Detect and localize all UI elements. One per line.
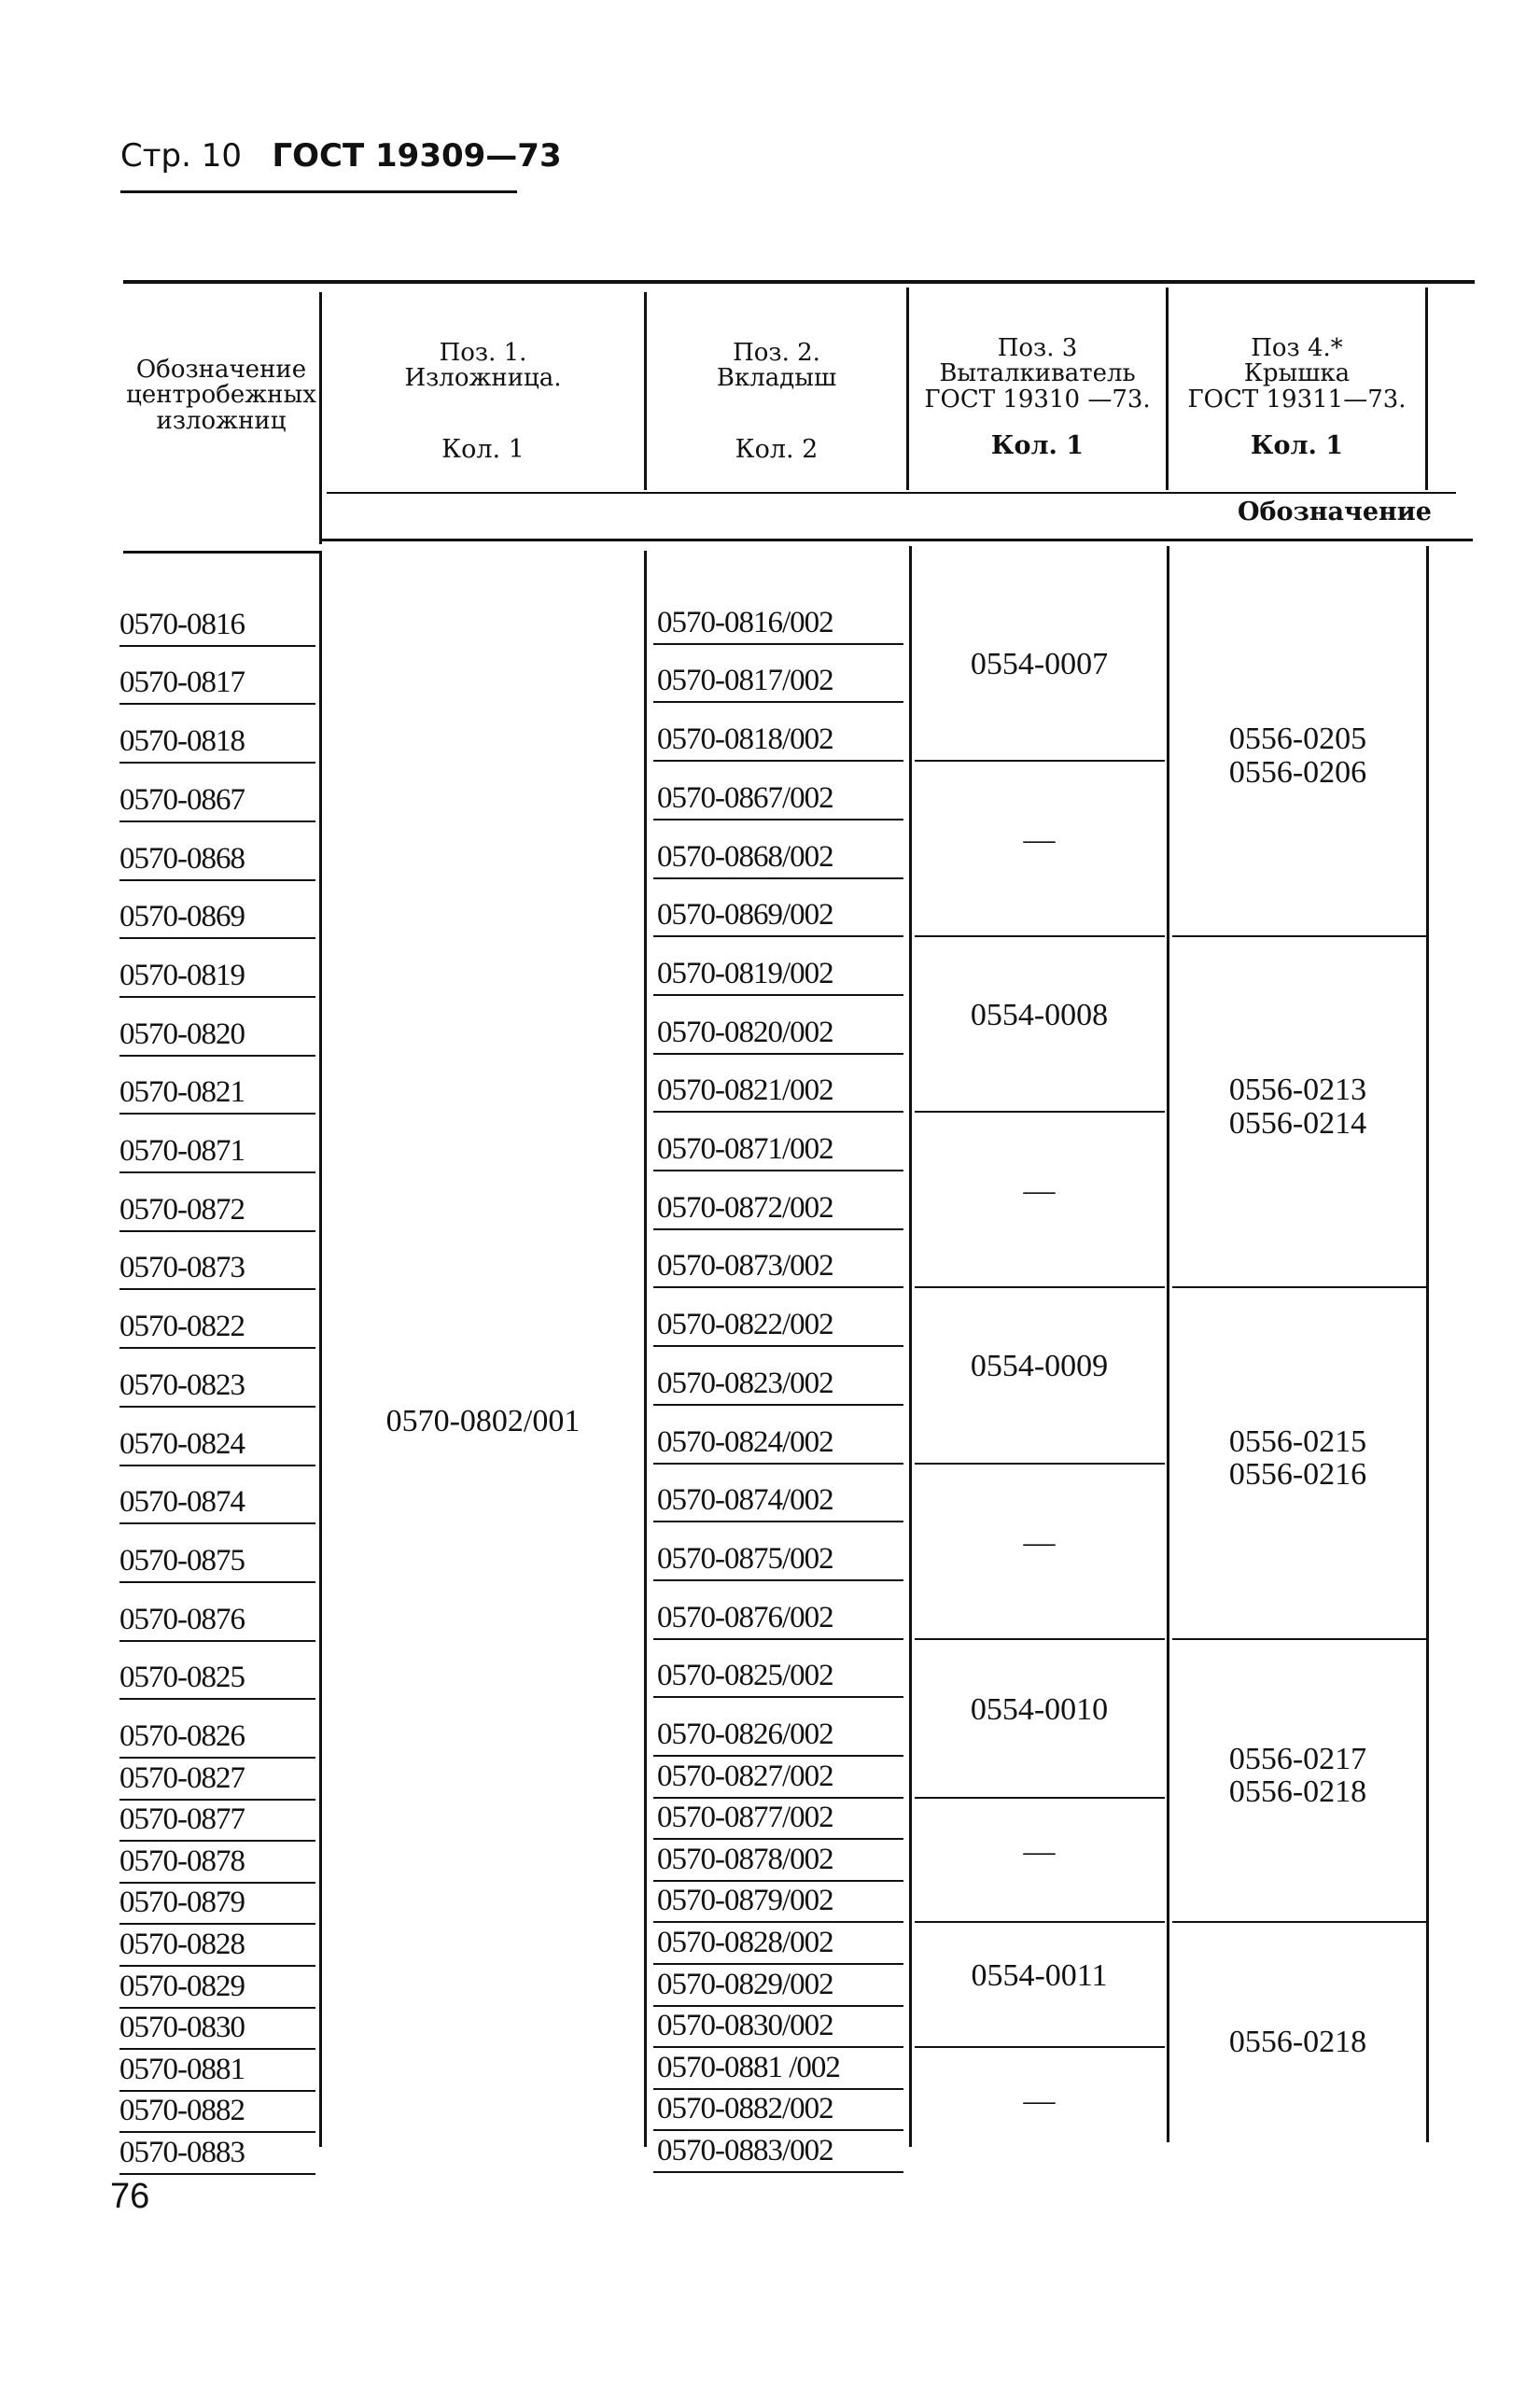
row-insert: 0570-0821/002 [657, 1073, 833, 1108]
row-insert-rule [653, 1170, 903, 1171]
vline-body-1 [319, 551, 322, 2147]
row-code: 0570-0877 [119, 1802, 245, 1837]
row-code: 0570-0818 [119, 724, 245, 759]
row-code-rule [119, 820, 315, 822]
row-code-rule [119, 2090, 315, 2092]
row-insert: 0570-0822/002 [657, 1308, 833, 1342]
row-code-rule [119, 1698, 315, 1700]
qty-col5: Кол. 1 [1250, 431, 1344, 460]
ejector-value: 0554-0008 [970, 998, 1109, 1033]
page-number: 76 [110, 2177, 150, 2216]
row-insert: 0570-0818/002 [657, 722, 833, 757]
row-code: 0570-0878 [119, 1844, 245, 1878]
vline-body-3 [909, 546, 912, 2147]
row-code-rule [119, 645, 315, 647]
ejector-group-rule [915, 935, 1165, 937]
row-insert-rule [653, 2171, 903, 2173]
page-label: Стр. 10 [120, 137, 243, 175]
row-code-rule [119, 1522, 315, 1524]
row-insert-rule [653, 1053, 903, 1055]
table-top-rule [123, 280, 1475, 284]
row-code-rule [119, 1406, 315, 1408]
row-insert: 0570-0878/002 [657, 1842, 833, 1876]
row-insert-rule [653, 1838, 903, 1840]
row-code-rule [119, 1840, 315, 1842]
lid-code: 0556-0206 [1228, 754, 1367, 790]
row-code-rule [119, 1347, 315, 1349]
qty-col4: Кол. 1 [990, 431, 1085, 460]
row-code-rule [119, 762, 315, 764]
row-insert: 0570-0828/002 [657, 1926, 833, 1959]
lid-value [1169, 722, 1426, 789]
row-insert: 0570-0873/002 [657, 1249, 833, 1283]
row-insert: 0570-0872/002 [657, 1190, 833, 1225]
ejector-value: 0554-0011 [971, 1958, 1108, 1994]
lid-code: 0556-0215 [1228, 1423, 1367, 1459]
row-insert: 0570-0823/002 [657, 1366, 833, 1400]
row-insert-rule [653, 1755, 903, 1757]
row-code-rule [119, 2048, 315, 2050]
lid-code: 0556-0216 [1228, 1457, 1367, 1493]
row-insert: 0570-0877/002 [657, 1801, 833, 1835]
row-insert: 0570-0876/002 [657, 1600, 833, 1634]
row-insert-rule [653, 877, 903, 879]
row-insert-rule [653, 1696, 903, 1698]
row-insert-rule [653, 701, 903, 703]
col3-header: Поз. 2. Вкладыш [716, 339, 837, 393]
row-code-rule [119, 1465, 315, 1466]
ejector-group-rule [915, 760, 1165, 762]
ejector-group-rule [915, 1638, 1165, 1640]
lid-code: 0556-0217 [1228, 1741, 1367, 1776]
row-code: 0570-0825 [119, 1661, 245, 1695]
row-code-rule [119, 703, 315, 705]
row-code: 0570-0822 [119, 1310, 245, 1344]
ejector-value: — [1023, 2083, 1056, 2119]
lid-value [1169, 2026, 1426, 2059]
row-code-rule [119, 879, 315, 881]
row-insert-rule [653, 1228, 903, 1230]
row-insert: 0570-0874/002 [657, 1483, 833, 1518]
row-code-rule [119, 2131, 315, 2133]
row-insert: 0570-0824/002 [657, 1424, 833, 1459]
row-insert: 0570-0829/002 [657, 1967, 833, 2001]
izlozhnitsa-value: 0570-0802/001 [385, 1404, 581, 1438]
lid-group-rule [1172, 1638, 1426, 1640]
row-code-rule [119, 1640, 315, 1642]
lid-value [1169, 1743, 1426, 1809]
row-code: 0570-0817 [119, 666, 245, 700]
vline-1 [319, 292, 322, 544]
row-code-rule [119, 1113, 315, 1115]
row-insert-rule [653, 2046, 903, 2048]
standard-title: ГОСТ 19309—73 [272, 137, 562, 175]
row-insert-rule [653, 1463, 903, 1465]
row-insert-rule [653, 1797, 903, 1799]
lid-code: 0556-0205 [1228, 722, 1367, 757]
ejector-group-rule [915, 1463, 1165, 1465]
row-code-rule [119, 1171, 315, 1173]
row-code-rule [119, 1581, 315, 1583]
ejector-value: — [1023, 822, 1056, 858]
row-insert: 0570-0826/002 [657, 1718, 833, 1751]
row-insert-rule [653, 1638, 903, 1640]
row-code: 0570-0874 [119, 1485, 245, 1520]
row-insert: 0570-0882/002 [657, 2092, 833, 2126]
row-insert-rule [653, 819, 903, 820]
row-code: 0570-0872 [119, 1192, 245, 1227]
ejector-value: — [1023, 1173, 1056, 1209]
col5-header: Поз 4.* Крышка ГОСТ 19311—73. [1187, 334, 1407, 414]
row-code: 0570-0819 [119, 958, 245, 992]
row-insert: 0570-0820/002 [657, 1015, 833, 1049]
row-code-rule [119, 1230, 315, 1232]
row-code: 0570-0875 [119, 1543, 245, 1578]
row-code: 0570-0826 [119, 1719, 245, 1753]
row-insert: 0570-0881 /002 [657, 2050, 840, 2084]
row-code-rule [119, 1882, 315, 1884]
lid-value [1169, 1073, 1426, 1140]
ejector-value: 0554-0009 [970, 1349, 1109, 1384]
row-code: 0570-0829 [119, 1969, 245, 2003]
row-code: 0570-0871 [119, 1134, 245, 1168]
row-code-rule [119, 1965, 315, 1967]
vline-5 [1425, 287, 1428, 490]
row-code-rule [119, 2007, 315, 2009]
lid-value [1169, 1425, 1426, 1492]
row-insert: 0570-0868/002 [657, 839, 833, 874]
row-insert-rule [653, 2005, 903, 2007]
qty-col3: Кол. 2 [735, 435, 819, 464]
row-insert-rule [653, 1963, 903, 1965]
row-code: 0570-0867 [119, 782, 245, 817]
header-bottom-rule [322, 539, 1473, 541]
ejector-group-rule [915, 1797, 1165, 1799]
row-insert: 0570-0869/002 [657, 898, 833, 933]
row-code-rule [119, 1923, 315, 1925]
row-code-rule [119, 1055, 315, 1057]
qty-col2: Кол. 1 [441, 435, 525, 464]
ejector-value: 0554-0007 [970, 647, 1109, 682]
row-insert-rule [653, 1921, 903, 1923]
lid-group-rule [1172, 1921, 1426, 1923]
row-insert: 0570-0875/002 [657, 1541, 833, 1576]
ejector-value: 0554-0010 [970, 1691, 1109, 1727]
lid-group-rule [1172, 935, 1426, 937]
running-header [120, 137, 562, 175]
row-insert: 0570-0879/002 [657, 1884, 833, 1918]
row-code: 0570-0882 [119, 2094, 245, 2128]
col1-header: Обозначение центробежных изложниц [126, 356, 316, 435]
row-code-rule [119, 1799, 315, 1801]
vline-body-2 [644, 551, 647, 2147]
row-insert-rule [653, 1111, 903, 1113]
header-divider [327, 492, 1456, 494]
row-code: 0570-0869 [119, 900, 245, 934]
row-insert: 0570-0867/002 [657, 780, 833, 815]
row-insert-rule [653, 1345, 903, 1347]
row-code: 0570-0820 [119, 1017, 245, 1051]
row-code: 0570-0868 [119, 841, 245, 876]
row-insert-rule [653, 643, 903, 645]
col4-header: Поз. 3 Выталкиватель ГОСТ 19310 —73. [924, 334, 1151, 414]
row-code-rule [119, 2173, 315, 2175]
ejector-value: — [1023, 1524, 1056, 1560]
row-insert-rule [653, 1521, 903, 1522]
vline-body-5 [1426, 546, 1429, 2142]
row-code-rule [119, 937, 315, 939]
row-code: 0570-0881 [119, 2052, 245, 2086]
lid-code: 0556-0214 [1228, 1105, 1367, 1141]
col2-header: Поз. 1. Изложница. [404, 339, 562, 393]
row-code: 0570-0876 [119, 1602, 245, 1636]
row-code: 0570-0873 [119, 1251, 245, 1285]
ejector-value: — [1023, 1833, 1056, 1869]
lid-group-rule [1172, 1286, 1426, 1288]
row-insert-rule [653, 1579, 903, 1581]
row-insert: 0570-0816/002 [657, 605, 833, 639]
row-insert-rule [653, 760, 903, 762]
row-code-rule [119, 1288, 315, 1290]
row-insert-rule [653, 2129, 903, 2131]
ejector-group-rule [915, 1286, 1165, 1288]
row-insert: 0570-0817/002 [657, 664, 833, 698]
row-insert: 0570-0883/002 [657, 2134, 833, 2167]
row-code-rule [119, 1757, 315, 1759]
row-insert-rule [653, 994, 903, 996]
ejector-group-rule [915, 1111, 1165, 1113]
row-code: 0570-0830 [119, 2011, 245, 2045]
row-code: 0570-0879 [119, 1886, 245, 1920]
row-insert: 0570-0827/002 [657, 1759, 833, 1793]
row-insert-rule [653, 2088, 903, 2090]
row-insert-rule [653, 935, 903, 937]
row-insert-rule [653, 1404, 903, 1406]
col1-header-rule [123, 551, 319, 554]
lid-code: 0556-0218 [1228, 2025, 1367, 2060]
lid-code: 0556-0218 [1228, 1774, 1367, 1810]
row-insert-rule [653, 1880, 903, 1882]
row-insert-rule [653, 1286, 903, 1288]
row-code: 0570-0883 [119, 2136, 245, 2169]
row-code: 0570-0816 [119, 607, 245, 641]
row-insert: 0570-0830/002 [657, 2009, 833, 2043]
row-code: 0570-0827 [119, 1760, 245, 1795]
row-insert: 0570-0819/002 [657, 956, 833, 990]
ejector-group-rule [915, 1921, 1165, 1923]
row-code: 0570-0828 [119, 1928, 245, 1961]
row-insert: 0570-0871/002 [657, 1132, 833, 1166]
designation-label: Обозначение [1238, 498, 1432, 526]
header-underline [120, 190, 517, 193]
row-code: 0570-0823 [119, 1367, 245, 1402]
row-code: 0570-0821 [119, 1075, 245, 1110]
row-code-rule [119, 996, 315, 998]
row-code: 0570-0824 [119, 1426, 245, 1461]
lid-code: 0556-0213 [1228, 1073, 1367, 1108]
ejector-group-rule [915, 2046, 1165, 2048]
row-insert: 0570-0825/002 [657, 1659, 833, 1693]
